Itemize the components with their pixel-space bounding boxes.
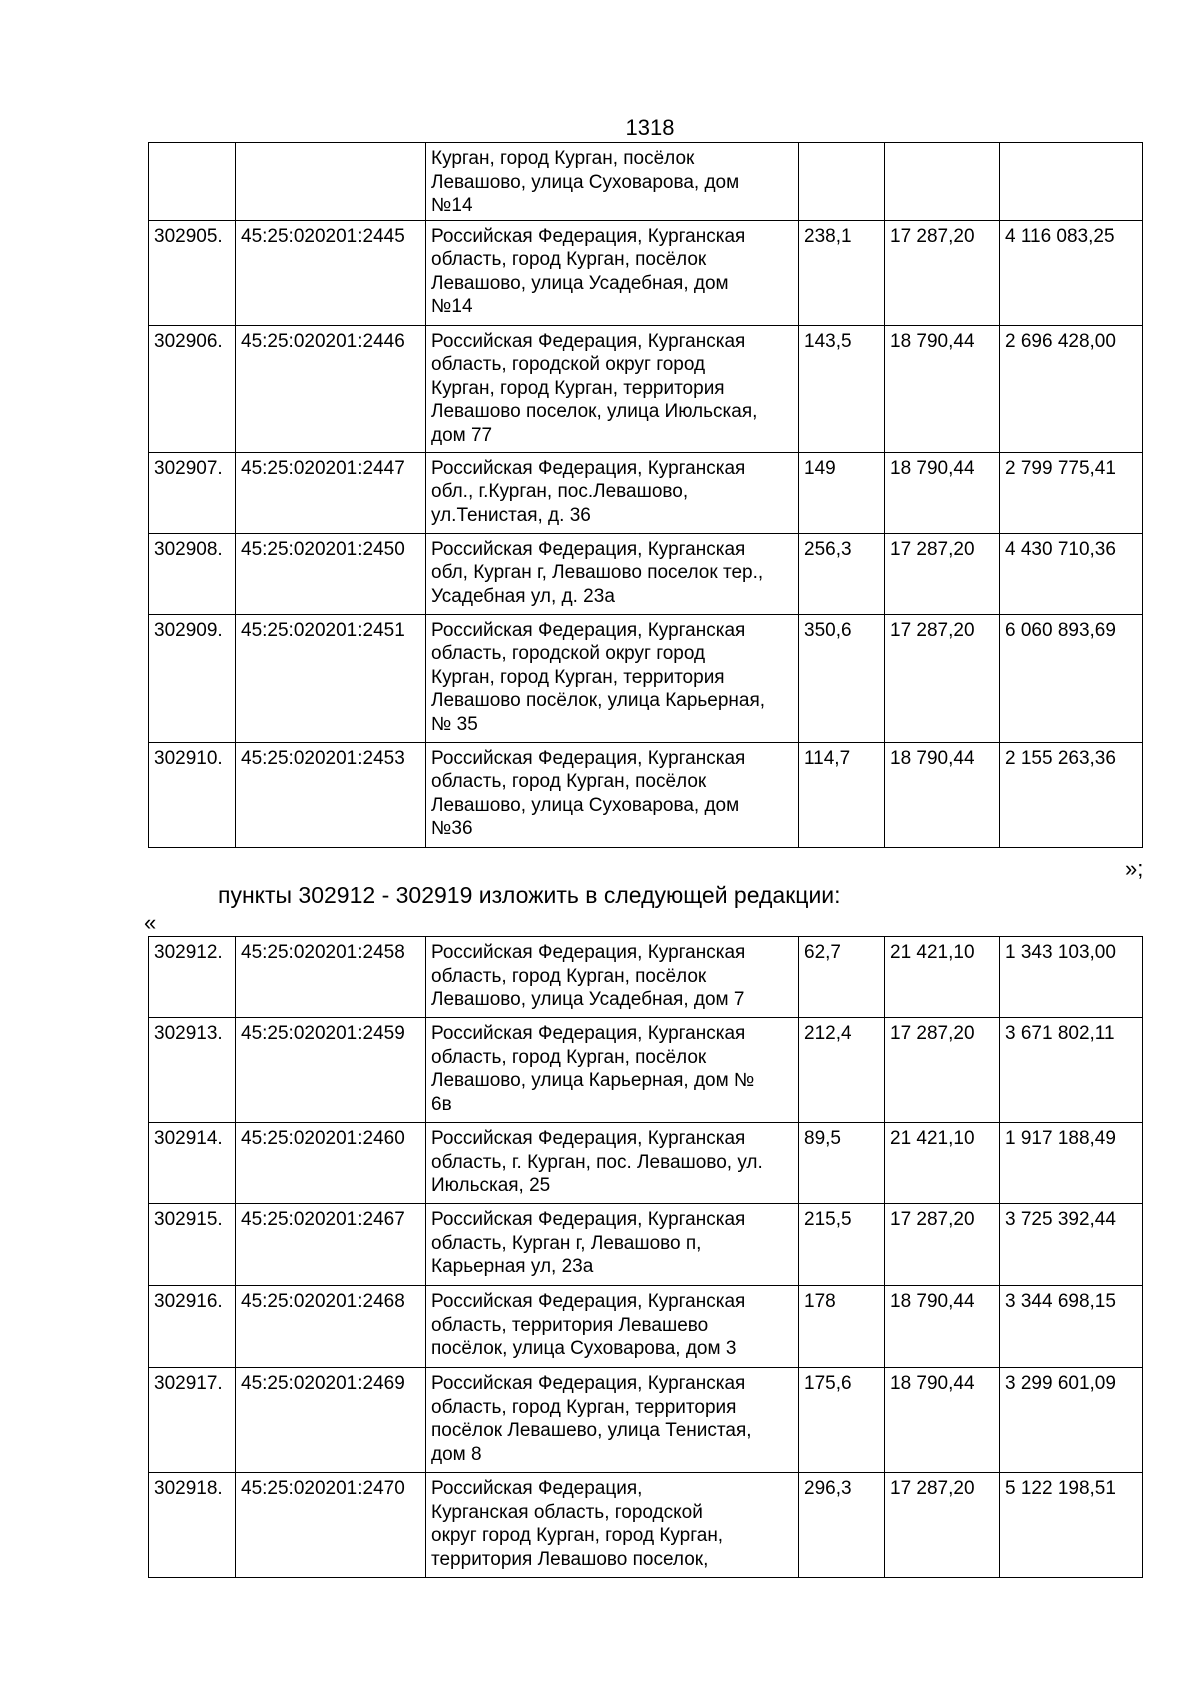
cadastral-value: 2 799 775,41 xyxy=(1000,452,1143,533)
table-row xyxy=(149,742,1143,847)
address: Российская Федерация, Курганская область, городской округ город Курган, город Курган, территория Левашово посёлок, улица Карьерная, № 35 xyxy=(426,614,799,742)
cadastral-value: 5 122 198,51 xyxy=(1000,1473,1143,1578)
cadastral-number: 45:25:020201:2450 xyxy=(236,533,426,614)
area: 215,5 xyxy=(799,1204,885,1286)
rate: 21 421,10 xyxy=(885,937,1000,1018)
area: 350,6 xyxy=(799,614,885,742)
row-number: 302907. xyxy=(149,452,236,533)
cadastral-number: 45:25:020201:2467 xyxy=(236,1204,426,1286)
row-number: 302909. xyxy=(149,614,236,742)
cadastral-value: 3 344 698,15 xyxy=(1000,1286,1143,1368)
cadastral-value xyxy=(1000,143,1143,221)
rate: 18 790,44 xyxy=(885,1286,1000,1368)
rate: 17 287,20 xyxy=(885,614,1000,742)
row-number: 302906. xyxy=(149,325,236,452)
address: Курган, город Курган, посёлок Левашово, улица Суховарова, дом №14 xyxy=(426,143,799,221)
cadastral-number: 45:25:020201:2445 xyxy=(236,220,426,325)
cadastral-value: 2 696 428,00 xyxy=(1000,325,1143,452)
cadastral-value: 1 917 188,49 xyxy=(1000,1123,1143,1204)
opening-quote: « xyxy=(144,910,157,935)
address: Российская Федерация, Курганская область, город Курган, посёлок Левашово, улица Карьерная, дом № 6в xyxy=(426,1018,799,1123)
cadastral-value: 3 671 802,11 xyxy=(1000,1018,1143,1123)
cadastral-value: 3 725 392,44 xyxy=(1000,1204,1143,1286)
page-number: 1318 xyxy=(625,115,675,140)
property-table-1 xyxy=(148,142,1143,848)
address: Российская Федерация, Курганская область, город Курган, посёлок Левашово, улица Суховарова, дом №36 xyxy=(426,742,799,847)
rate: 17 287,20 xyxy=(885,1473,1000,1578)
table-row xyxy=(149,325,1143,452)
cadastral-number: 45:25:020201:2460 xyxy=(236,1123,426,1204)
area: 114,7 xyxy=(799,742,885,847)
rate: 21 421,10 xyxy=(885,1123,1000,1204)
address: Российская Федерация, Курганская область, городской округ город Курган, город Курган, территория Левашово поселок, улица Июльская, дом 77 xyxy=(426,325,799,452)
cadastral-number xyxy=(236,143,426,221)
area xyxy=(799,143,885,221)
rate: 17 287,20 xyxy=(885,533,1000,614)
cadastral-number: 45:25:020201:2447 xyxy=(236,452,426,533)
area: 296,3 xyxy=(799,1473,885,1578)
row-number: 302916. xyxy=(149,1286,236,1368)
address: Российская Федерация, Курганская область, территория Левашево посёлок, улица Суховарова, дом 3 xyxy=(426,1286,799,1368)
cadastral-number: 45:25:020201:2451 xyxy=(236,614,426,742)
area: 175,6 xyxy=(799,1368,885,1473)
cadastral-value: 4 116 083,25 xyxy=(1000,220,1143,325)
address: Российская Федерация, Курганская область, городской округ город Курган, город Курган, территория Левашово поселок, xyxy=(426,1473,799,1578)
area: 62,7 xyxy=(799,937,885,1018)
cadastral-number: 45:25:020201:2469 xyxy=(236,1368,426,1473)
table-row xyxy=(149,533,1143,614)
rate: 17 287,20 xyxy=(885,1204,1000,1286)
table-row xyxy=(149,1204,1143,1286)
row-number: 302914. xyxy=(149,1123,236,1204)
rate xyxy=(885,143,1000,221)
table-row xyxy=(149,220,1143,325)
area: 256,3 xyxy=(799,533,885,614)
area: 89,5 xyxy=(799,1123,885,1204)
cadastral-value: 3 299 601,09 xyxy=(1000,1368,1143,1473)
table-row xyxy=(149,1286,1143,1368)
cadastral-value: 2 155 263,36 xyxy=(1000,742,1143,847)
row-number: 302918. xyxy=(149,1473,236,1578)
cadastral-number: 45:25:020201:2459 xyxy=(236,1018,426,1123)
address: Российская Федерация, Курганская область, г. Курган, пос. Левашово, ул. Июльская, 25 xyxy=(426,1123,799,1204)
cadastral-number: 45:25:020201:2453 xyxy=(236,742,426,847)
address: Российская Федерация, Курганская обл., г.Курган, пос.Левашово, ул.Тенистая, д. 36 xyxy=(426,452,799,533)
cadastral-number: 45:25:020201:2446 xyxy=(236,325,426,452)
rate: 18 790,44 xyxy=(885,452,1000,533)
rate: 18 790,44 xyxy=(885,742,1000,847)
table-row xyxy=(149,1123,1143,1204)
table-row xyxy=(149,1473,1143,1578)
address: Российская Федерация, Курганская область, Курган г, Левашово п, Карьерная ул, 23а xyxy=(426,1204,799,1286)
row-number: 302905. xyxy=(149,220,236,325)
row-number: 302915. xyxy=(149,1204,236,1286)
row-number xyxy=(149,143,236,221)
rate: 18 790,44 xyxy=(885,1368,1000,1473)
amendment-instruction: пункты 302912 - 302919 изложить в следующей редакции: xyxy=(218,882,841,908)
area: 238,1 xyxy=(799,220,885,325)
table-row xyxy=(149,1368,1143,1473)
address: Российская Федерация, Курганская область, город Курган, посёлок Левашово, улица Усадебная, дом 7 xyxy=(426,937,799,1018)
row-number: 302912. xyxy=(149,937,236,1018)
row-number: 302917. xyxy=(149,1368,236,1473)
area: 149 xyxy=(799,452,885,533)
cadastral-value: 1 343 103,00 xyxy=(1000,937,1143,1018)
row-number: 302913. xyxy=(149,1018,236,1123)
address: Российская Федерация, Курганская область, город Курган, территория посёлок Левашево, улица Тенистая, дом 8 xyxy=(426,1368,799,1473)
table-row xyxy=(149,937,1143,1018)
row-number: 302910. xyxy=(149,742,236,847)
cadastral-number: 45:25:020201:2470 xyxy=(236,1473,426,1578)
closing-quote: »; xyxy=(1125,856,1144,881)
row-number: 302908. xyxy=(149,533,236,614)
table-row xyxy=(149,452,1143,533)
cadastral-number: 45:25:020201:2458 xyxy=(236,937,426,1018)
rate: 17 287,20 xyxy=(885,1018,1000,1123)
rate: 17 287,20 xyxy=(885,220,1000,325)
table-row xyxy=(149,143,1143,221)
table-row xyxy=(149,1018,1143,1123)
area: 143,5 xyxy=(799,325,885,452)
rate: 18 790,44 xyxy=(885,325,1000,452)
area: 212,4 xyxy=(799,1018,885,1123)
address: Российская Федерация, Курганская обл, Курган г, Левашово поселок тер., Усадебная ул, д. 23а xyxy=(426,533,799,614)
table-row xyxy=(149,614,1143,742)
cadastral-value: 6 060 893,69 xyxy=(1000,614,1143,742)
cadastral-value: 4 430 710,36 xyxy=(1000,533,1143,614)
cadastral-number: 45:25:020201:2468 xyxy=(236,1286,426,1368)
area: 178 xyxy=(799,1286,885,1368)
property-table-2 xyxy=(148,936,1143,1578)
address: Российская Федерация, Курганская область, город Курган, посёлок Левашово, улица Усадебная, дом №14 xyxy=(426,220,799,325)
